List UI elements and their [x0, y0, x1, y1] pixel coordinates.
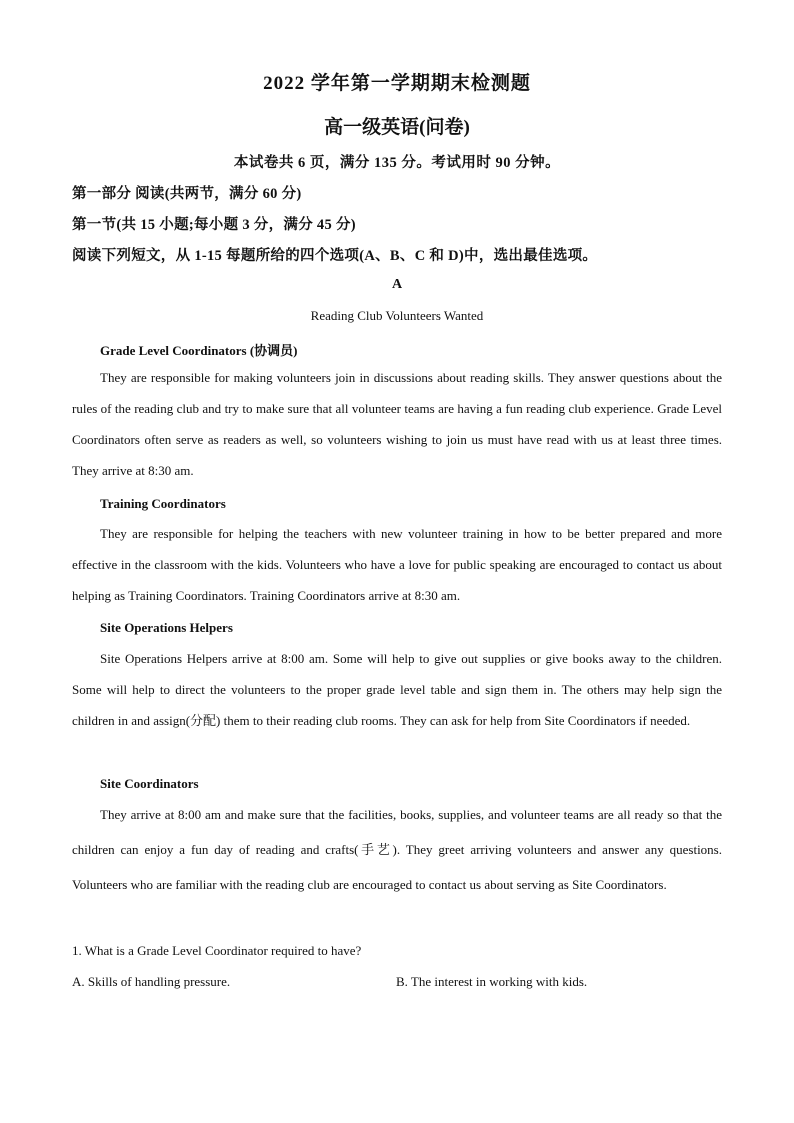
section-site-coordinators-text: They arrive at 8:00 am and make sure that the facilities, books, supplies, and volunteer teams are all ready so that the children can enjoy a fun day of reading and crafts(手艺). They greet arriving volunteers and answer any questions. Volunteers who are familiar with the reading club are encouraged to contact us about serving as Site Coordinators.	[72, 807, 722, 892]
section-site-coordinators-heading: Site Coordinators	[100, 776, 199, 791]
passage-title: Reading Club Volunteers Wanted	[310, 308, 484, 323]
part-heading: 第一部分 阅读(共两节，满分 60 分)	[72, 186, 302, 202]
directions: 阅读下列短文，从 1-15 每题所给的四个选项(A、B、C 和 D)中，选出最佳选项。	[72, 248, 598, 264]
section-site-operations-text: Site Operations Helpers arrive at 8:00 am. Some will help to give out supplies or give books away to the children. Some will help to direct the volunteers to the proper grade level table and sign them in. The others may help sign the children in and assign(分配) them to their reading club rooms. They can ask for help from Site Coordinators if needed.	[72, 651, 722, 728]
section-grade-level-heading: Grade Level Coordinators (协调员)	[100, 343, 298, 358]
section-heading: 第一节(共 15 小题;每小题 3 分，满分 45 分)	[72, 217, 356, 233]
option-b: B. The interest in working with kids.	[396, 974, 588, 989]
passage-letter: A	[391, 277, 403, 292]
section-grade-level-text: They are responsible for making volunteers join in discussions about reading skills. They answer questions about the rules of the reading club and try to make sure that all volunteer teams are having a fun reading club experience. Grade Level Coordinators often serve as readers as well, so volunteers wishing to join us must have read with us at least three times. They arrive at 8:30 am.	[72, 370, 722, 478]
section-training-heading: Training Coordinators	[100, 496, 226, 511]
option-a: A. Skills of handling pressure.	[72, 974, 231, 989]
section-training-text: They are responsible for helping the teachers with new volunteer training in how to be better prepared and more effective in the classroom with the kids. Volunteers who have a love for public speaking are encouraged to contact us about helping as Training Coordinators. Training Coordinators arrive at 8:30 am.	[72, 526, 722, 603]
question-1: 1. What is a Grade Level Coordinator required to have?	[72, 943, 362, 958]
section-site-operations-heading: Site Operations Helpers	[100, 620, 233, 635]
exam-info: 本试卷共 6 页，满分 135 分。考试用时 90 分钟。	[233, 155, 561, 171]
exam-title: 2022 学年第一学期期末检测题	[263, 73, 531, 94]
exam-subtitle: 高一级英语(问卷)	[324, 117, 470, 138]
